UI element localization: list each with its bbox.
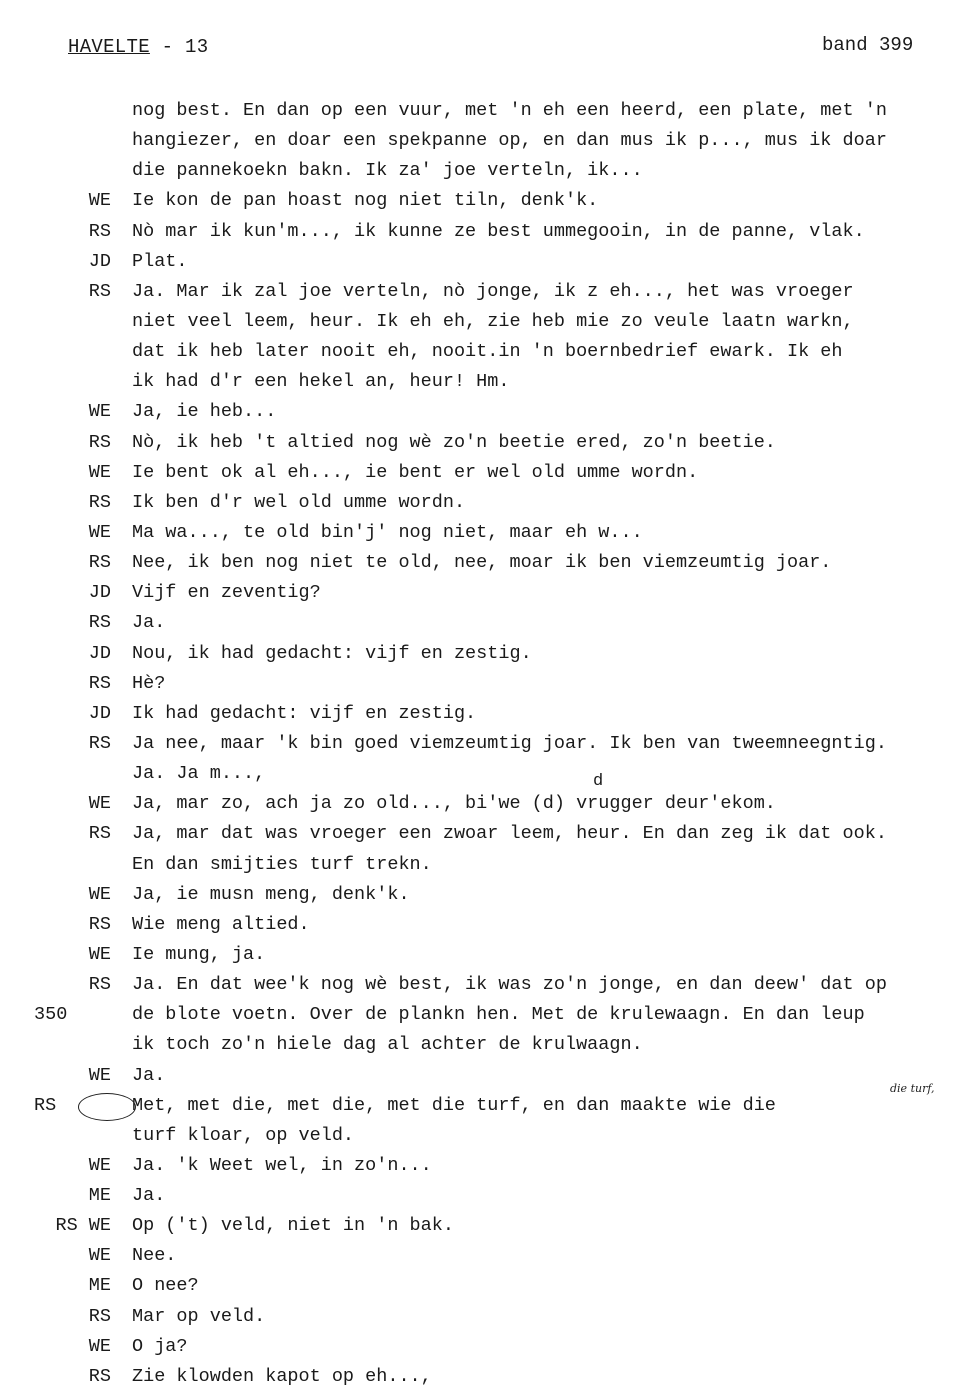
utterance-text: Ja. 'k Weet wel, in zo'n... bbox=[132, 1154, 432, 1176]
transcript-line bbox=[0, 156, 979, 186]
margin-mark: RS bbox=[34, 1094, 57, 1116]
speaker-label: WE bbox=[88, 1154, 111, 1176]
margin-mark: 350 bbox=[34, 1004, 68, 1026]
header-band: band 399 bbox=[822, 34, 914, 56]
speaker-label: JD bbox=[88, 250, 111, 272]
utterance-text: ik toch zo'n hiele dag al achter de krulwaagn. bbox=[132, 1034, 643, 1056]
transcript-line bbox=[0, 548, 979, 578]
utterance-text: Ja, mar zo, ach ja zo old..., bi'we (d) vrugger deur'ekom. bbox=[132, 793, 776, 815]
utterance-text: Mar op veld. bbox=[132, 1305, 266, 1327]
transcript-line bbox=[0, 186, 979, 216]
transcript-line bbox=[0, 1211, 979, 1241]
transcript-line bbox=[0, 1181, 979, 1211]
utterance-text: O nee? bbox=[132, 1275, 199, 1297]
speaker-label: JD bbox=[88, 642, 111, 664]
utterance-text: Ie kon de pan hoast nog niet tiln, denk'k. bbox=[132, 190, 599, 212]
speaker-label: RS bbox=[88, 974, 111, 996]
utterance-text: die pannekoekn bakn. Ik za' joe verteln, ik... bbox=[132, 160, 643, 182]
utterance-text: Ja. bbox=[132, 612, 166, 634]
speaker-label: WE bbox=[88, 461, 111, 483]
transcript-line bbox=[0, 729, 979, 759]
speaker-label: WE bbox=[88, 943, 111, 965]
speaker-label: RS bbox=[88, 491, 111, 513]
speaker-label: RS bbox=[88, 913, 111, 935]
utterance-text: Plat. bbox=[132, 250, 188, 272]
speaker-label: WE bbox=[88, 1335, 111, 1357]
utterance-text: Nou, ik had gedacht: vijf en zestig. bbox=[132, 642, 532, 664]
speaker-label: JD bbox=[88, 582, 111, 604]
utterance-text: Ja. Ja m..., bbox=[132, 763, 266, 785]
transcript-line bbox=[0, 1271, 979, 1301]
utterance-text: Met, met die, met die, met die turf, en dan maakte wie die bbox=[132, 1094, 776, 1116]
transcript-line bbox=[0, 639, 979, 669]
utterance-text: Ja, mar dat was vroeger een zwoar leem, heur. En dan zeg ik dat ook. bbox=[132, 823, 887, 845]
utterance-text: ik had d'r een hekel an, heur! Hm. bbox=[132, 371, 510, 393]
utterance-text: Ja, ie heb... bbox=[132, 401, 277, 423]
transcript-line bbox=[0, 1000, 979, 1030]
utterance-text: Wie meng altied. bbox=[132, 913, 310, 935]
speaker-label: WE bbox=[88, 190, 111, 212]
utterance-text: de blote voetn. Over de plankn hen. Met de krulewaagn. En dan leup bbox=[132, 1004, 865, 1026]
transcript-line bbox=[0, 307, 979, 337]
transcript-line bbox=[0, 96, 979, 126]
transcript-line bbox=[0, 669, 979, 699]
speaker-label: RS WE bbox=[55, 1215, 111, 1237]
header-page-number: - 13 bbox=[161, 36, 209, 58]
transcript-line bbox=[0, 458, 979, 488]
handwritten-circle bbox=[78, 1093, 136, 1121]
speaker-label: WE bbox=[88, 883, 111, 905]
transcript-line bbox=[0, 1121, 979, 1151]
speaker-label: WE bbox=[88, 401, 111, 423]
speaker-label: WE bbox=[88, 521, 111, 543]
transcript-line bbox=[0, 940, 979, 970]
utterance-text: niet veel leem, heur. Ik eh eh, zie heb mie zo veule laatn warkn, bbox=[132, 310, 854, 332]
speaker-label: WE bbox=[88, 793, 111, 815]
utterance-text: Hè? bbox=[132, 672, 166, 694]
header-title: HAVELTE bbox=[68, 36, 150, 58]
utterance-text: Ja. bbox=[132, 1185, 166, 1207]
transcript-line bbox=[0, 488, 979, 518]
utterance-text: Ik had gedacht: vijf en zestig. bbox=[132, 702, 477, 724]
utterance-text: Nee. bbox=[132, 1245, 177, 1267]
utterance-text: Ie bent ok al eh..., ie bent er wel old umme wordn. bbox=[132, 461, 699, 483]
transcript-line bbox=[0, 1151, 979, 1181]
utterance-text: Ja. bbox=[132, 1064, 166, 1086]
utterance-text: O ja? bbox=[132, 1335, 188, 1357]
transcript-line bbox=[0, 880, 979, 910]
speaker-label: RS bbox=[88, 1365, 111, 1387]
transcript-line bbox=[0, 819, 979, 849]
utterance-text: nog best. En dan op een vuur, met 'n eh een heerd, een plate, met 'n bbox=[132, 100, 887, 121]
transcript-line bbox=[0, 1302, 979, 1332]
utterance-text: Nee, ik ben nog niet te old, nee, moar ik ben viemzeumtig joar. bbox=[132, 552, 832, 574]
transcript-line bbox=[0, 126, 979, 156]
transcript-line bbox=[0, 367, 979, 397]
transcript-line bbox=[0, 1030, 979, 1060]
utterance-text: Ja. Mar ik zal joe verteln, nò jonge, ik z eh..., het was vroeger bbox=[132, 280, 854, 302]
transcript-line bbox=[0, 428, 979, 458]
speaker-label: JD bbox=[88, 702, 111, 724]
page-header-left bbox=[68, 36, 208, 58]
transcript-line bbox=[0, 1241, 979, 1271]
transcript-line bbox=[0, 1332, 979, 1362]
utterance-text: Ja, ie musn meng, denk'k. bbox=[132, 883, 410, 905]
transcript-line bbox=[0, 699, 979, 729]
speaker-label: RS bbox=[88, 732, 111, 754]
utterance-text: Vijf en zeventig? bbox=[132, 582, 321, 604]
utterance-text: Ja nee, maar 'k bin goed viemzeumtig joar. Ik ben van tweemneegntig. bbox=[132, 732, 887, 754]
transcript-line bbox=[0, 970, 979, 1000]
utterance-text: hangiezer, en doar een spekpanne op, en dan mus ik p..., mus ik doar bbox=[132, 130, 887, 152]
utterance-text: Ja. En dat wee'k nog wè best, ik was zo'n jonge, en dan deew' dat op bbox=[132, 974, 887, 996]
speaker-label: WE bbox=[88, 1064, 111, 1086]
speaker-label: RS bbox=[88, 220, 111, 242]
speaker-label: RS bbox=[88, 823, 111, 845]
transcript-line bbox=[0, 277, 979, 307]
transcript-line bbox=[0, 850, 979, 880]
utterance-text: Op ('t) veld, niet in 'n bak. bbox=[132, 1215, 454, 1237]
transcript-line bbox=[0, 608, 979, 638]
superscript-correction: d bbox=[593, 772, 604, 791]
speaker-label: RS bbox=[88, 280, 111, 302]
transcript-line bbox=[0, 1091, 979, 1121]
transcript-line bbox=[0, 910, 979, 940]
utterance-text: Ma wa..., te old bin'j' nog niet, maar eh w... bbox=[132, 521, 643, 543]
utterance-text: Nò, ik heb 't altied nog wè zo'n beetie ered, zo'n beetie. bbox=[132, 431, 776, 453]
speaker-label: ME bbox=[88, 1275, 111, 1297]
transcript-line bbox=[0, 1362, 979, 1392]
utterance-text: Ie mung, ja. bbox=[132, 943, 266, 965]
transcript-line bbox=[0, 217, 979, 247]
utterance-text: dat ik heb later nooit eh, nooit.in 'n boernbedrief ewark. Ik eh bbox=[132, 341, 843, 363]
transcript-line bbox=[0, 578, 979, 608]
utterance-text: Ik ben d'r wel old umme wordn. bbox=[132, 491, 466, 513]
speaker-label: RS bbox=[88, 431, 111, 453]
speaker-label: RS bbox=[88, 612, 111, 634]
utterance-text: En dan smijties turf trekn. bbox=[132, 853, 432, 875]
speaker-label: RS bbox=[88, 672, 111, 694]
transcript-line bbox=[0, 518, 979, 548]
utterance-text: Zie klowden kapot op eh..., bbox=[132, 1365, 432, 1387]
speaker-label: RS bbox=[88, 552, 111, 574]
transcript-line bbox=[0, 247, 979, 277]
speaker-label: ME bbox=[88, 1185, 111, 1207]
transcript-line bbox=[0, 1061, 979, 1091]
speaker-label: RS bbox=[88, 1305, 111, 1327]
handwritten-margin-note: die turf, bbox=[890, 1082, 935, 1095]
transcript-line bbox=[0, 789, 979, 819]
speaker-label: WE bbox=[88, 1245, 111, 1267]
utterance-text: turf kloar, op veld. bbox=[132, 1124, 355, 1146]
transcript-lines bbox=[0, 96, 979, 1392]
utterance-text: Nò mar ik kun'm..., ik kunne ze best ummegooin, in de panne, vlak. bbox=[132, 220, 865, 242]
transcript-line bbox=[0, 337, 979, 367]
transcript-line bbox=[0, 759, 979, 789]
transcript-line bbox=[0, 397, 979, 427]
